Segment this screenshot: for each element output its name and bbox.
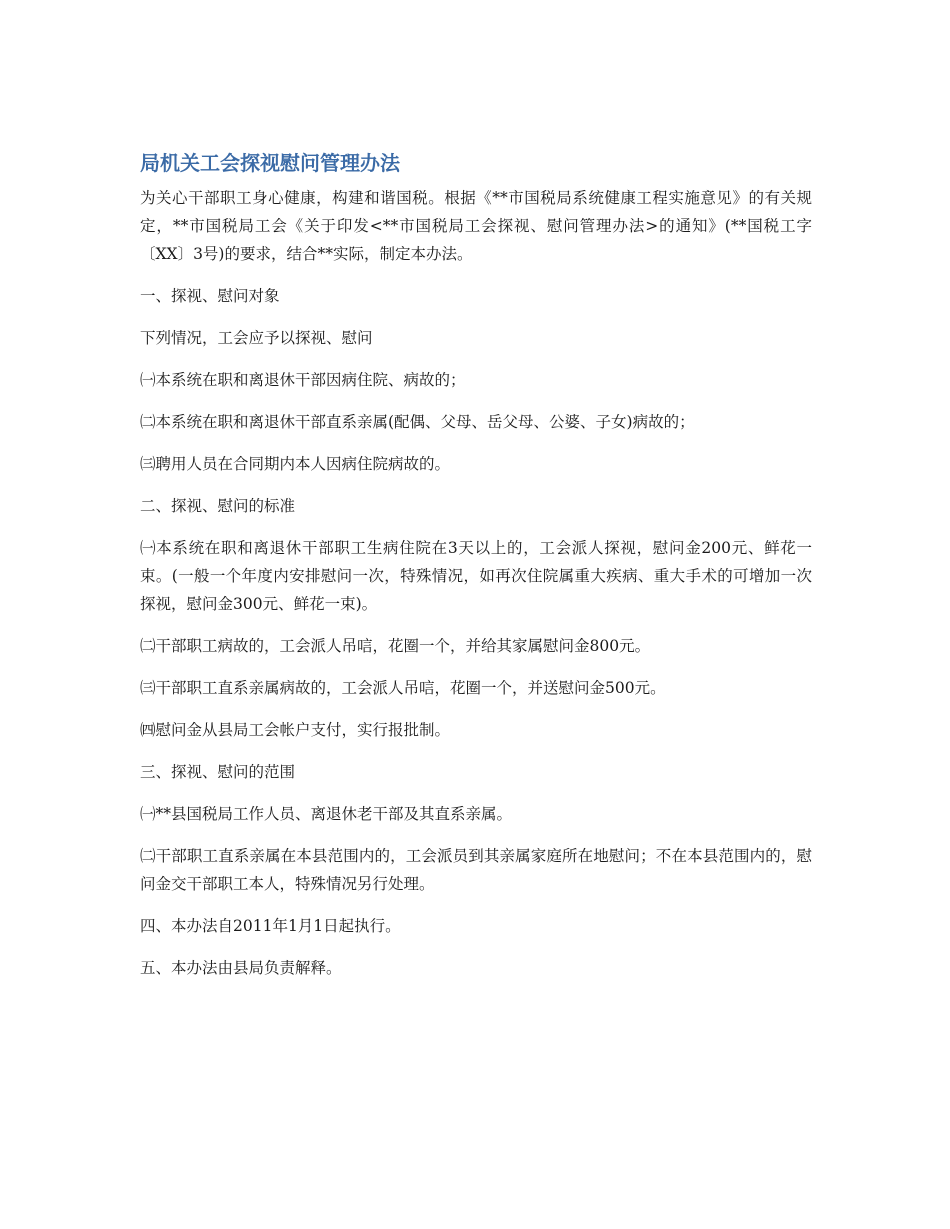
list-item: ㈡干部职工病故的，工会派人吊唁，花圈一个，并给其家属慰问金800元。 [140,637,651,655]
list-item: ㈢干部职工直系亲属病故的，工会派人吊唁，花圈一个，并送慰问金500元。 [140,679,666,697]
intro-paragraph: 为关心干部职工身心健康，构建和谐国税。根据《**市国税局系统健康工程实施意见》的有关规定，**市国税局工会《关于印发<**市国税局工会探视、慰问管理办法>的通知》(**国税工字〔XX〕3号)的要求，结合**实际，制定本办法。 [140,189,812,263]
section-heading-2: 二、探视、慰问的标准 [140,497,296,515]
section-heading-1: 一、探视、慰问对象 [140,287,280,305]
list-item: ㈡干部职工直系亲属在本县范围内的，工会派员到其亲属家庭所在地慰问；不在本县范围内的，慰问金交干部职工本人，特殊情况另行处理。 [140,847,812,893]
document-page [140,148,812,996]
paragraph: 下列情况，工会应予以探视、慰问 [140,329,373,347]
list-item: ㈠本系统在职和离退休干部因病住院、病故的； [140,371,466,389]
list-item: ㈢聘用人员在合同期内本人因病住院病故的。 [140,455,451,473]
list-item: ㈠**县国税局工作人员、离退休老干部及其直系亲属。 [140,805,513,823]
section-heading-5: 五、本办法由县局负责解释。 [140,959,342,977]
list-item: ㈡本系统在职和离退休干部直系亲属(配偶、父母、岳父母、公婆、子女)病故的； [140,413,695,431]
list-item: ㈣慰问金从县局工会帐户支付，实行报批制。 [140,721,451,739]
section-heading-3: 三、探视、慰问的范围 [140,763,296,781]
section-heading-4: 四、本办法自2011年1月1日起执行。 [140,917,401,935]
list-item: ㈠本系统在职和离退休干部职工生病住院在3天以上的，工会派人探视，慰问金200元、鲜花一束。(一般一个年度内安排慰问一次，特殊情况，如再次住院属重大疾病、重大手术的可增加一次探视，慰问金300元、鲜花一束)。 [140,539,812,613]
document-title: 局机关工会探视慰问管理办法 [140,151,400,175]
